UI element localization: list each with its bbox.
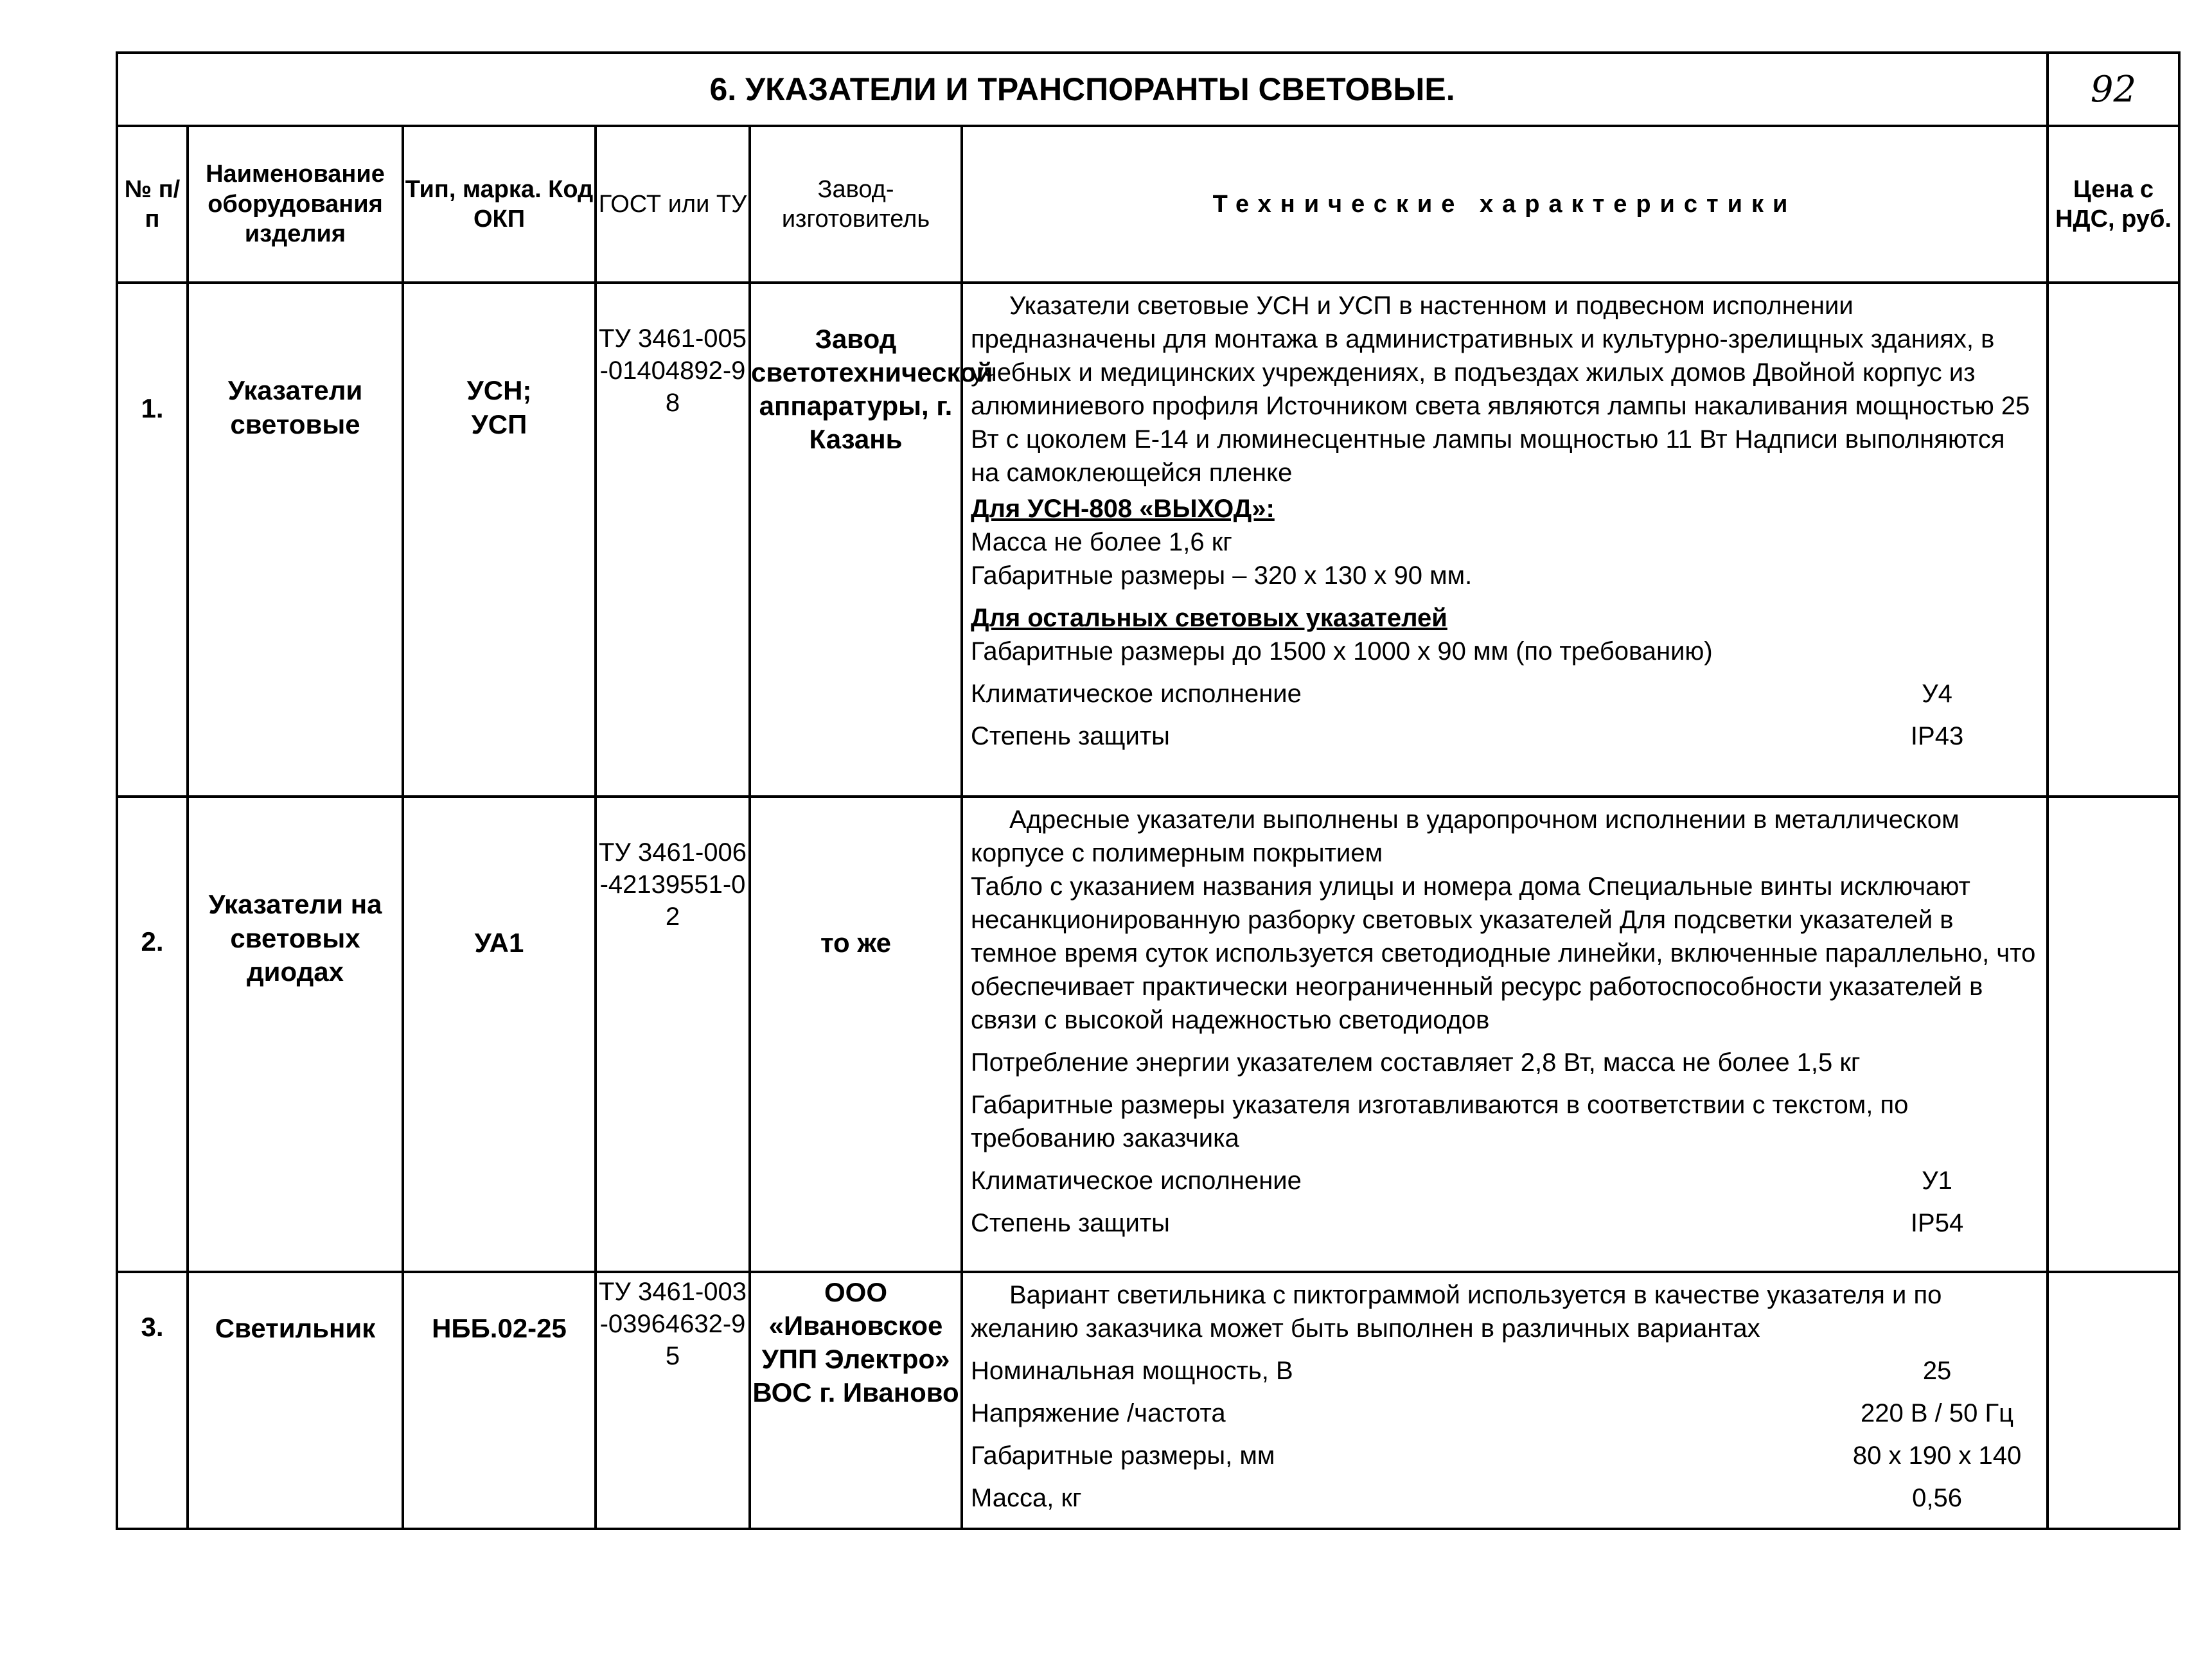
spec-label: Степень защиты bbox=[971, 1209, 1170, 1237]
item-maker: Завод светотехнической аппаратуры, г. Казань bbox=[750, 283, 962, 797]
item-gost: ТУ 3461-005-01404892-98 bbox=[596, 283, 750, 797]
spec-value: У1 bbox=[1922, 1167, 1952, 1195]
catalog-sheet bbox=[116, 51, 2178, 1530]
spec-row bbox=[971, 1206, 2040, 1240]
tech-subheading: Для остальных световых указателей bbox=[971, 604, 1447, 632]
spec-label: Степень защиты bbox=[971, 722, 1170, 750]
col-header-maker: Завод-изготовитель bbox=[750, 126, 962, 283]
spec-value: У4 bbox=[1922, 680, 1952, 708]
item-price bbox=[2048, 283, 2179, 797]
spec-value: 220 В / 50 Гц bbox=[1861, 1399, 2014, 1427]
spec-label: Номинальная мощность, В bbox=[971, 1357, 1293, 1385]
item-gost: ТУ 3461-006-42139551-02 bbox=[596, 797, 750, 1272]
spec-value: 80 x 190 x 140 bbox=[1852, 1442, 2022, 1470]
tech-dimensions: Габаритные размеры до 1500 x 1000 x 90 мм (по требованию) bbox=[971, 637, 1713, 666]
spec-label: Масса, кг bbox=[971, 1484, 1082, 1512]
spec-value: 25 bbox=[1922, 1357, 1952, 1385]
item-type bbox=[403, 283, 596, 797]
spec-row bbox=[971, 1164, 2040, 1197]
spec-value: IP54 bbox=[1910, 1209, 1964, 1237]
tech-text: Габаритные размеры указателя изготавливаются в соответствии с текстом, по требованию заказчика bbox=[971, 1091, 1909, 1152]
table-row bbox=[117, 1272, 2179, 1529]
tech-dimensions: Габаритные размеры – 320 x 130 x 90 мм. bbox=[971, 561, 1473, 590]
col-header-tech: Технические характеристики bbox=[962, 126, 2048, 283]
row-number: 2. bbox=[117, 797, 188, 1272]
col-header-num: № п/п bbox=[117, 126, 188, 283]
col-header-type: Тип, марка. Код ОКП bbox=[403, 126, 596, 283]
spec-row bbox=[971, 677, 2040, 710]
spec-value: 0,56 bbox=[1912, 1484, 1962, 1512]
col-header-gost: ГОСТ или ТУ bbox=[596, 126, 750, 283]
item-maker: ООО «Ивановское УПП Электро» ВОС г. Иваново bbox=[750, 1272, 962, 1529]
tech-intro: Адресные указатели выполнены в ударопрочном исполнении в металлическом корпусе с полимерным покрытием bbox=[971, 806, 1960, 867]
item-price bbox=[2048, 1272, 2179, 1529]
col-header-price: Цена с НДС, руб. bbox=[2048, 126, 2179, 283]
section-title: 6. УКАЗАТЕЛИ И ТРАНСПОРАНТЫ СВЕТОВЫЕ. bbox=[117, 53, 2048, 126]
tech-intro: Указатели световые УСН и УСП в настенном и подвесном исполнении предназначены для монтажа в административных и культурно-зрелищных зданиях, в учебных и медицинских учреждениях, в подъездах жилых домов Двойной корпус из алюминиевого профиля Источником света являются лампы накаливания мощностью 25 Вт с цоколем Е-14 и люминесцентные лампы мощностью 11 Вт Надписи выполняются на самоклеющейся пленке bbox=[971, 292, 2030, 487]
item-gost: ТУ 3461-003-03964632-95 bbox=[596, 1272, 750, 1529]
item-type-line: УСН; bbox=[466, 375, 532, 405]
item-tech bbox=[962, 283, 2048, 797]
item-maker: то же bbox=[750, 797, 962, 1272]
page-number: 92 bbox=[2048, 53, 2179, 126]
item-type-line: УСП bbox=[471, 409, 527, 439]
item-name: Указатели световые bbox=[188, 283, 403, 797]
equipment-table bbox=[116, 51, 2181, 1530]
item-type: НББ.02-25 bbox=[403, 1272, 596, 1529]
tech-text: Потребление энергии указателем составляет 2,8 Вт, масса не более 1,5 кг bbox=[971, 1048, 1861, 1077]
item-name: Указатели на световых диодах bbox=[188, 797, 403, 1272]
row-number: 1. bbox=[117, 283, 188, 797]
tech-subheading: Для УСН-808 «ВЫХОД»: bbox=[971, 495, 1275, 523]
spec-label: Климатическое исполнение bbox=[971, 680, 1302, 708]
item-tech bbox=[962, 797, 2048, 1272]
table-row bbox=[117, 797, 2179, 1272]
row-number: 3. bbox=[117, 1272, 188, 1529]
tech-intro: Вариант светильника с пиктограммой используется в качестве указателя и по желанию заказчика может быть выполнен в различных вариантах bbox=[971, 1281, 1942, 1343]
spec-row bbox=[971, 1481, 2040, 1515]
spec-label: Климатическое исполнение bbox=[971, 1167, 1302, 1195]
item-price bbox=[2048, 797, 2179, 1272]
spec-value: IP43 bbox=[1910, 722, 1964, 750]
col-header-name: Наименование оборудования изделия bbox=[188, 126, 403, 283]
spec-row bbox=[971, 719, 2040, 753]
table-header bbox=[117, 126, 2179, 283]
spec-label: Габаритные размеры, мм bbox=[971, 1442, 1275, 1470]
table-row bbox=[117, 283, 2179, 797]
item-type: УА1 bbox=[403, 797, 596, 1272]
tech-mass: Масса не более 1,6 кг bbox=[971, 528, 1232, 556]
item-name: Светильник bbox=[188, 1272, 403, 1529]
spec-row bbox=[971, 1439, 2040, 1472]
tech-text: Табло с указанием названия улицы и номера дома Специальные винты исключают несанкционированную разборку световых указателей Для подсветки указателей в темное время суток используется светодиодные линейки, включенные параллельно, что обеспечивает практически неограниченный ресурс работоспособности указателей в связи с высокой надежностью светодиодов bbox=[971, 872, 2036, 1034]
item-tech bbox=[962, 1272, 2048, 1529]
spec-row bbox=[971, 1354, 2040, 1388]
spec-label: Напряжение /частота bbox=[971, 1399, 1226, 1427]
spec-row bbox=[971, 1397, 2040, 1430]
